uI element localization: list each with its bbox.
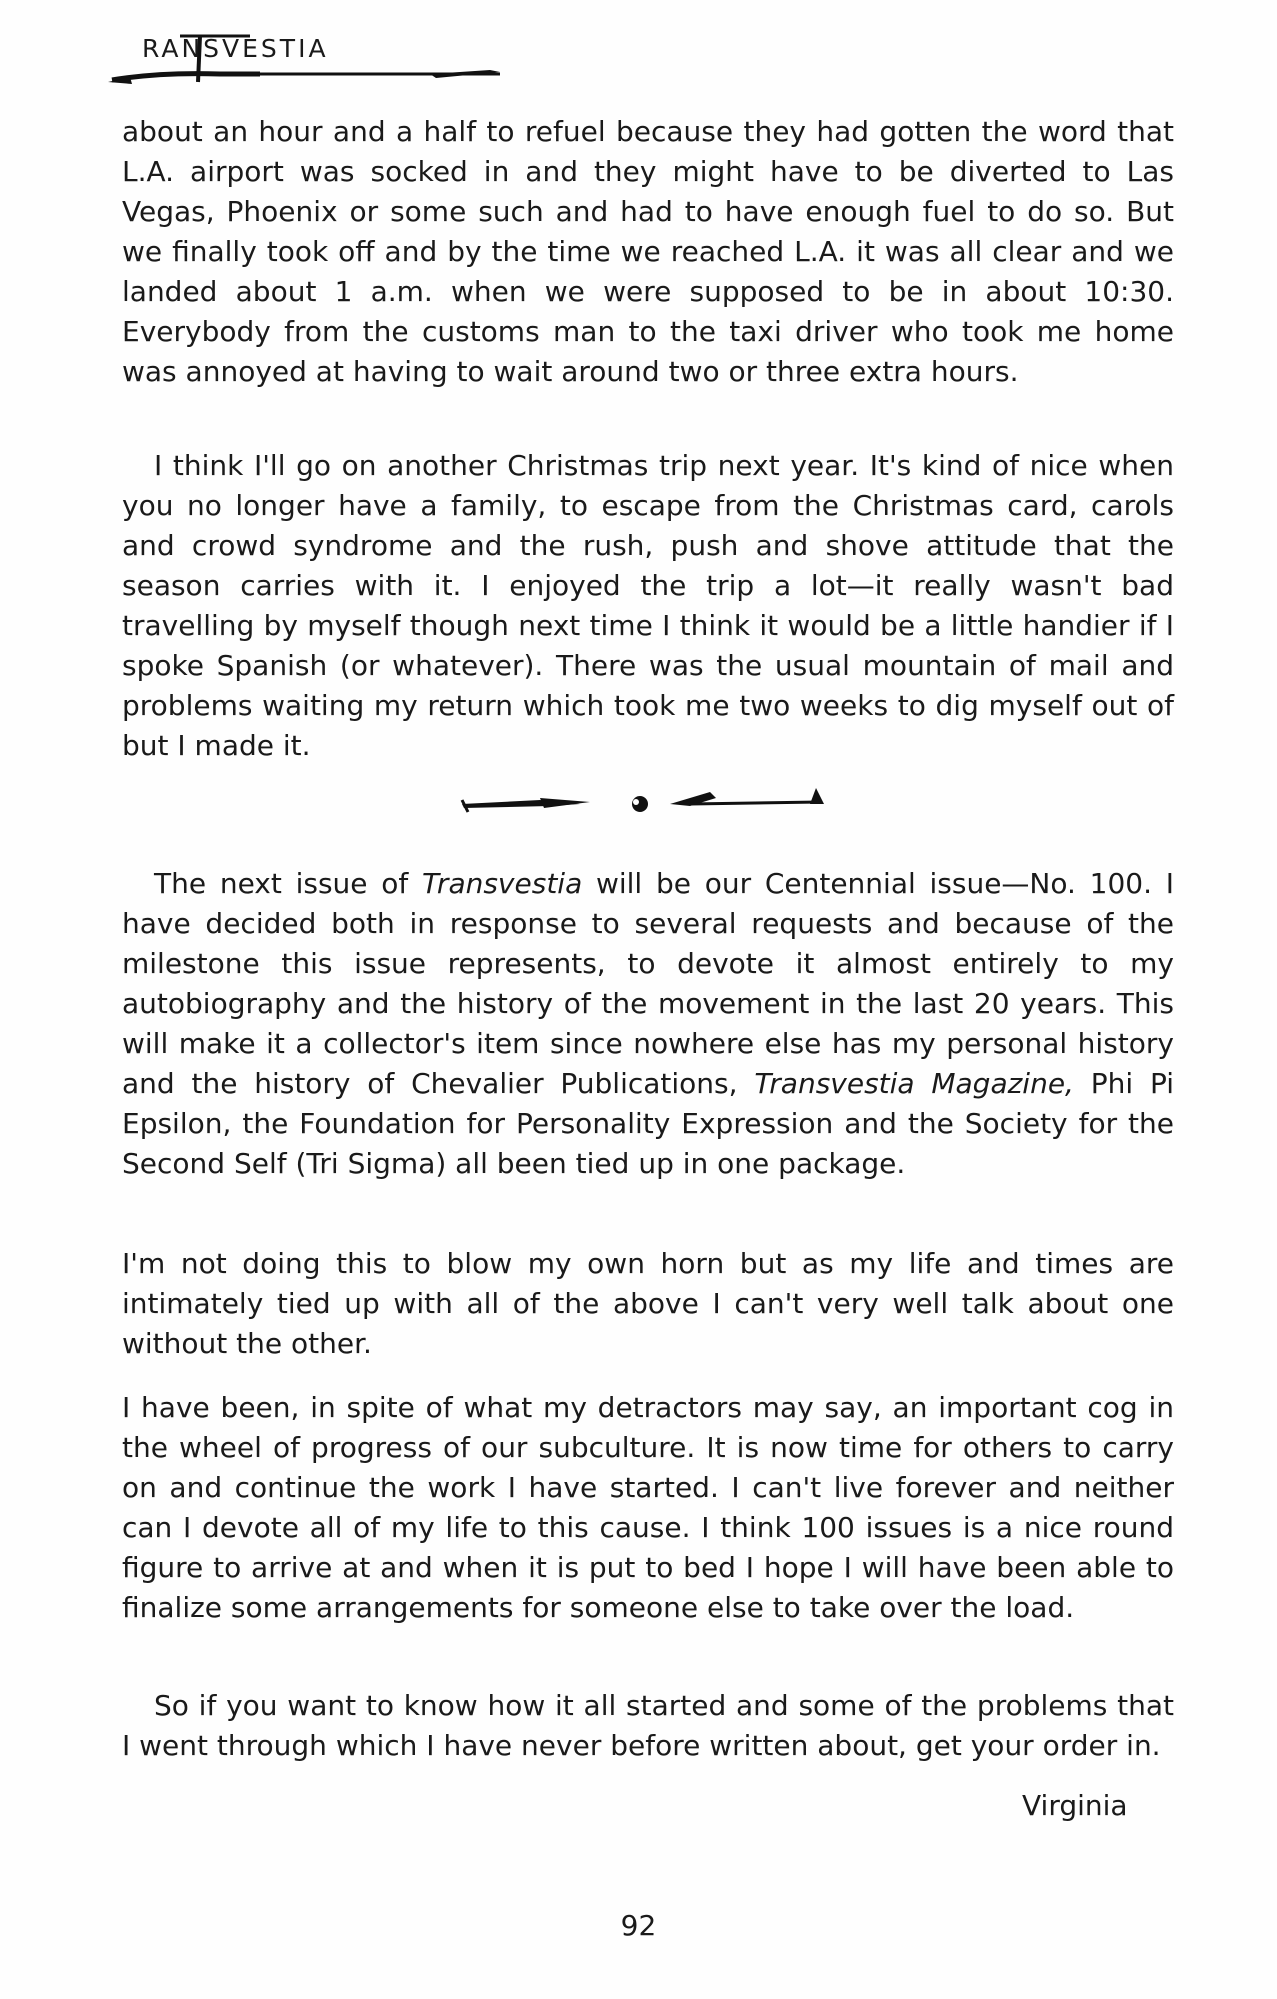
paragraph-5: I have been, in spite of what my detractors may say, an important cog in the wheel of progress of our subculture. It is now time for others to carry on and continue the work I have started. I can't live forever and neither can I devote all of my life to this cause. I think 100 issues is a nice round figure to arrive at and when it is put to bed I hope I will have been able to finalize some arrangements for someone else to take over the load. (122, 1391, 1174, 1624)
paragraph-3 (122, 864, 1174, 1184)
section-divider-ornament (460, 778, 840, 818)
paragraph-1: about an hour and a half to refuel because they had gotten the word that L.A. airport was socked in and they might have to be diverted to Las Vegas, Phoenix or some such and had to have enough fuel to do so. But we finally took off and by the time we reached L.A. it was all clear and we landed about 1 a.m. when we were supposed to be in about 10:30. Everybody from the customs man to the taxi driver who took me home was annoyed at having to wait around two or three extra hours. (122, 115, 1174, 388)
magazine-name-italic: Transvestia Magazine, (754, 1067, 1074, 1100)
masthead-title: RANSVESTIA (142, 34, 329, 63)
paragraph-6: So if you want to know how it all started and some of the problems that I went through which I have never before written about, get your order in. (122, 1689, 1174, 1762)
paragraph-3-text-b: will be our Centennial issue—No. 100. I have decided both in response to several requests and because of the milestone this issue represents, to devote it almost entirely to my autobiography and the history of the movement in the last 20 years. This will make it a collector's item since nowhere else has my personal history and the history of Chevalier Publications, (122, 867, 1175, 1100)
paragraph-3-text-a: The next issue of (154, 867, 422, 900)
paragraph-2: I think I'll go on another Christmas trip next year. It's kind of nice when you no longer have a family, to escape from the Christmas card, carols and crowd syndrome and the rush, push and shove attitude that the season carries with it. I enjoyed the trip a lot—it really wasn't bad travelling by myself though next time I think it would be a little handier if I spoke Spanish (or whatever). There was the usual mountain of mail and problems waiting my return which took me two weeks to dig myself out of but I made it. (122, 449, 1174, 762)
paragraph-3-text-c: Phi Pi Epsilon, the Foundation for Personality Expression and the Society for the Second Self (Tri Sigma) all been tied up in one package. (122, 1067, 1174, 1180)
page-number: 92 (620, 1909, 657, 1942)
paragraph-4: I'm not doing this to blow my own horn but as my life and times are intimately tied up with all of the above I can't very well talk about one without the other. (122, 1247, 1174, 1360)
signature: Virginia (1022, 1789, 1128, 1822)
magazine-title-italic: Transvestia (422, 867, 583, 900)
